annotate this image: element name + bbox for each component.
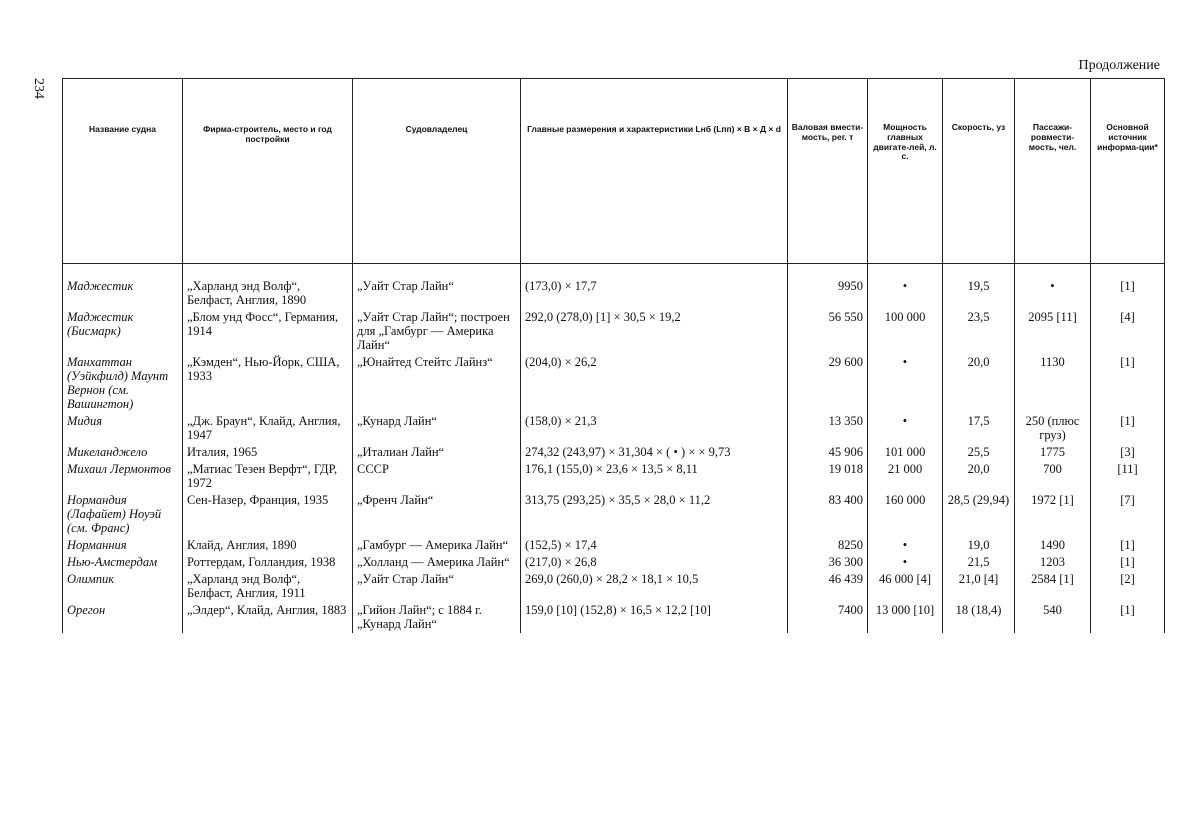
- cell-passengers: 2584 [1]: [1015, 571, 1091, 602]
- table-row: [63, 602, 1165, 633]
- cell-source: [1]: [1091, 413, 1165, 444]
- cell-source: [1]: [1091, 278, 1165, 309]
- cell-ship-name: Мидия: [63, 413, 183, 444]
- cell-source: [3]: [1091, 444, 1165, 461]
- cell-speed: 19,0: [943, 537, 1015, 554]
- cell-ship-name: Манхаттан (Уэйкфилд) Маунт Вернон (см. Вашингтон): [63, 354, 183, 413]
- cell-ship-name: Орегон: [63, 602, 183, 633]
- table-row: [63, 554, 1165, 571]
- cell-builder: „Блом унд Фосс“, Германия, 1914: [183, 309, 353, 354]
- cell-source: [7]: [1091, 492, 1165, 537]
- cell-owner: „Кунард Лайн“: [353, 413, 521, 444]
- cell-tonnage: 9950: [788, 278, 868, 309]
- table-row: [63, 461, 1165, 492]
- table-row: [63, 492, 1165, 537]
- cell-passengers: 2095 [11]: [1015, 309, 1091, 354]
- cell-tonnage: 29 600: [788, 354, 868, 413]
- cell-dimensions: 313,75 (293,25) × 35,5 × 28,0 × 11,2: [521, 492, 788, 537]
- cell-dimensions: 292,0 (278,0) [1] × 30,5 × 19,2: [521, 309, 788, 354]
- table-row: [63, 309, 1165, 354]
- cell-speed: 20,0: [943, 354, 1015, 413]
- cell-tonnage: 19 018: [788, 461, 868, 492]
- table-body: [63, 264, 1165, 634]
- spacer-row: [63, 264, 1165, 279]
- table-row: [63, 571, 1165, 602]
- cell-builder: Роттердам, Голландия, 1938: [183, 554, 353, 571]
- cell-ship-name: Норманния: [63, 537, 183, 554]
- cell-passengers: 1203: [1015, 554, 1091, 571]
- cell-power: 100 000: [868, 309, 943, 354]
- cell-passengers: 540: [1015, 602, 1091, 633]
- cell-builder: „Элдер“, Клайд, Англия, 1883: [183, 602, 353, 633]
- cell-tonnage: 7400: [788, 602, 868, 633]
- header-owner: Судовладелец: [353, 79, 521, 264]
- cell-dimensions: 159,0 [10] (152,8) × 16,5 × 12,2 [10]: [521, 602, 788, 633]
- cell-speed: 25,5: [943, 444, 1015, 461]
- cell-speed: 28,5 (29,94): [943, 492, 1015, 537]
- table-row: [63, 354, 1165, 413]
- cell-passengers: 1775: [1015, 444, 1091, 461]
- cell-ship-name: Олимпик: [63, 571, 183, 602]
- header-name: Название судна: [63, 79, 183, 264]
- cell-power: 46 000 [4]: [868, 571, 943, 602]
- table-row: [63, 413, 1165, 444]
- cell-tonnage: 36 300: [788, 554, 868, 571]
- cell-power: 101 000: [868, 444, 943, 461]
- ships-table: [62, 78, 1165, 633]
- cell-passengers: 1130: [1015, 354, 1091, 413]
- cell-power: •: [868, 354, 943, 413]
- cell-dimensions: (204,0) × 26,2: [521, 354, 788, 413]
- cell-tonnage: 13 350: [788, 413, 868, 444]
- header-passengers: Пассажи-ровмести-мость, чел.: [1015, 79, 1091, 264]
- cell-passengers: 700: [1015, 461, 1091, 492]
- cell-builder: „Харланд энд Волф“, Белфаст, Англия, 1890: [183, 278, 353, 309]
- cell-owner: „Гийон Лайн“; с 1884 г. „Кунард Лайн“: [353, 602, 521, 633]
- cell-tonnage: 45 906: [788, 444, 868, 461]
- cell-owner: „Холланд — Америка Лайн“: [353, 554, 521, 571]
- page-number: 234: [31, 78, 46, 99]
- cell-passengers: 1490: [1015, 537, 1091, 554]
- cell-speed: 20,0: [943, 461, 1015, 492]
- cell-ship-name: Михаил Лермонтов: [63, 461, 183, 492]
- cell-owner: „Уайт Стар Лайн“: [353, 278, 521, 309]
- cell-owner: „Италиан Лайн“: [353, 444, 521, 461]
- cell-ship-name: Маджестик: [63, 278, 183, 309]
- cell-source: [11]: [1091, 461, 1165, 492]
- cell-dimensions: 269,0 (260,0) × 28,2 × 18,1 × 10,5: [521, 571, 788, 602]
- cell-source: [1]: [1091, 554, 1165, 571]
- cell-tonnage: 8250: [788, 537, 868, 554]
- continuation-label: Продолжение: [1078, 58, 1160, 73]
- cell-passengers: •: [1015, 278, 1091, 309]
- cell-source: [1]: [1091, 602, 1165, 633]
- cell-ship-name: Нью-Амстердам: [63, 554, 183, 571]
- header-row: [63, 79, 1165, 264]
- cell-speed: 19,5: [943, 278, 1015, 309]
- cell-builder: Сен-Назер, Франция, 1935: [183, 492, 353, 537]
- cell-builder: „Кэмден“, Нью-Йорк, США, 1933: [183, 354, 353, 413]
- cell-owner: СССР: [353, 461, 521, 492]
- cell-owner: „Уайт Стар Лайн“: [353, 571, 521, 602]
- header-power: Мощность главных двигате-лей, л. с.: [868, 79, 943, 264]
- cell-speed: 21,0 [4]: [943, 571, 1015, 602]
- cell-builder: Клайд, Англия, 1890: [183, 537, 353, 554]
- cell-power: •: [868, 537, 943, 554]
- cell-ship-name: Микеланджело: [63, 444, 183, 461]
- cell-dimensions: (173,0) × 17,7: [521, 278, 788, 309]
- header-speed: Скорость, уз: [943, 79, 1015, 264]
- cell-speed: 21,5: [943, 554, 1015, 571]
- cell-source: [1]: [1091, 354, 1165, 413]
- cell-power: •: [868, 554, 943, 571]
- cell-speed: 17,5: [943, 413, 1015, 444]
- cell-speed: 23,5: [943, 309, 1015, 354]
- header-tonnage: Валовая вмести-мость, рег. т: [788, 79, 868, 264]
- cell-owner: „Юнайтед Стейтс Лайнз“: [353, 354, 521, 413]
- cell-owner: „Гамбург — Америка Лайн“: [353, 537, 521, 554]
- cell-speed: 18 (18,4): [943, 602, 1015, 633]
- cell-tonnage: 83 400: [788, 492, 868, 537]
- cell-power: 13 000 [10]: [868, 602, 943, 633]
- cell-builder: „Матиас Тезен Верфт“, ГДР, 1972: [183, 461, 353, 492]
- cell-owner: „Уайт Стар Лайн“; построен для „Гамбург — Америка Лайн“: [353, 309, 521, 354]
- cell-source: [1]: [1091, 537, 1165, 554]
- cell-power: •: [868, 413, 943, 444]
- cell-dimensions: (152,5) × 17,4: [521, 537, 788, 554]
- table-row: [63, 444, 1165, 461]
- header-dimensions: Главные размерения и характеристики Lнб (Lпп) × B × Д × d: [521, 79, 788, 264]
- cell-passengers: 1972 [1]: [1015, 492, 1091, 537]
- cell-dimensions: 274,32 (243,97) × 31,304 × ( • ) × × 9,73: [521, 444, 788, 461]
- cell-source: [4]: [1091, 309, 1165, 354]
- cell-power: 160 000: [868, 492, 943, 537]
- cell-tonnage: 56 550: [788, 309, 868, 354]
- cell-builder: „Дж. Браун“, Клайд, Англия, 1947: [183, 413, 353, 444]
- cell-builder: Италия, 1965: [183, 444, 353, 461]
- cell-power: 21 000: [868, 461, 943, 492]
- cell-dimensions: 176,1 (155,0) × 23,6 × 13,5 × 8,11: [521, 461, 788, 492]
- cell-builder: „Харланд энд Волф“, Белфаст, Англия, 1911: [183, 571, 353, 602]
- header-builder: Фирма-строитель, место и год постройки: [183, 79, 353, 264]
- cell-power: •: [868, 278, 943, 309]
- cell-tonnage: 46 439: [788, 571, 868, 602]
- header-source: Основной источник информа-ции*: [1091, 79, 1165, 264]
- cell-dimensions: (158,0) × 21,3: [521, 413, 788, 444]
- cell-source: [2]: [1091, 571, 1165, 602]
- table-row: [63, 278, 1165, 309]
- cell-dimensions: (217,0) × 26,8: [521, 554, 788, 571]
- cell-ship-name: Нормандия (Лафайет) Ноуэй (см. Франс): [63, 492, 183, 537]
- cell-ship-name: Маджестик (Бисмарк): [63, 309, 183, 354]
- cell-owner: „Френч Лайн“: [353, 492, 521, 537]
- table-row: [63, 537, 1165, 554]
- cell-passengers: 250 (плюс груз): [1015, 413, 1091, 444]
